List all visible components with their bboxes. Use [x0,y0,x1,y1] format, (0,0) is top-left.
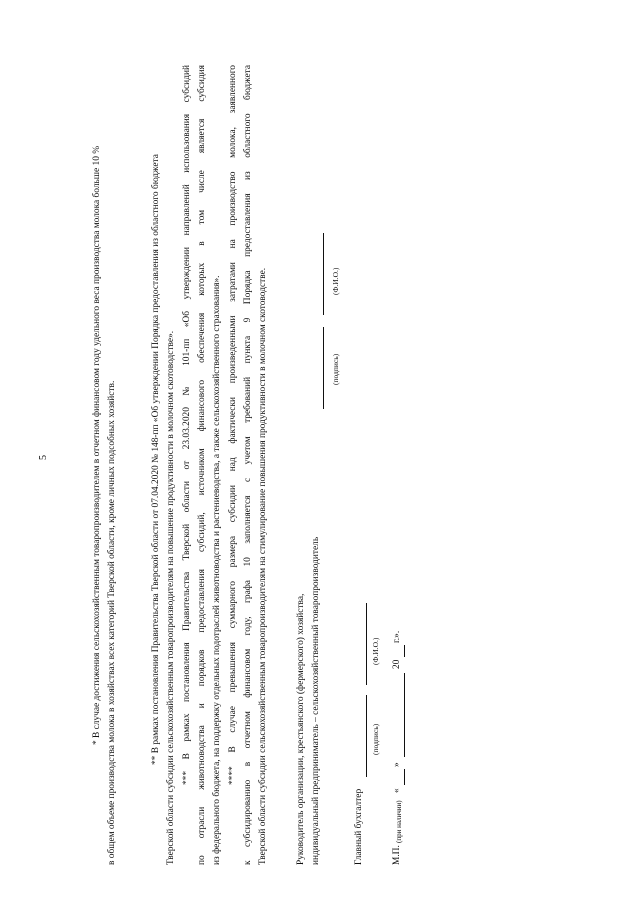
head-title-line-2: индивидуальный предприниматель – сельскохозяйственный товаропроизводитель [311,536,321,865]
footnote-1-line-2: в общем объеме производства молока в хозяйствах всех категорий Тверской области, кроме личных подсобных хозяйств. [107,380,117,865]
accountant-name-caption: (Ф.И.О.) [371,637,380,665]
head-name-line [323,233,324,315]
footnote-2 [149,65,179,865]
date-open-quote: « [392,788,402,793]
footnote-2-line-1: ** В рамках постановления Правительства Тверской области от 07.04.2020 № 148-пп «Об утверждении Порядка предоставления из областного бюджета [151,154,161,765]
date-close-quote: » [392,762,402,767]
footnote-4-line-3: Тверской области субсидии сельскохозяйственным товаропроизводителям на стимулирование повышения продуктивности в молочном скотоводстве. [258,267,268,865]
seal-note: (при наличии) [395,800,403,843]
footnote-3-line-2: по отрасли животноводства и порядков предоставления субсидий, источником финансового обеспечения которых в том числе является субсидия [197,65,207,865]
footnote-3 [180,65,225,865]
accountant-signature-caption: (подпись) [371,723,380,755]
chief-accountant-label: Главный бухгалтер [354,788,364,865]
footnote-2-line-2: Тверской области субсидии сельскохозяйственным товаропроизводителям на повышение продуктивности в молочном скотоводстве». [166,330,176,865]
page-number: 5 [38,455,49,460]
date-century: 20 [392,659,402,669]
head-signature-caption: (подпись) [331,353,340,385]
head-name-caption: (Ф.И.О.) [331,267,340,295]
head-title-line-1: Руководитель организации, крестьянского (фермерского) хозяйства, [296,593,306,865]
date-year-suffix: г.». [392,630,402,643]
footnote-1-line-1: * В случае достижения сельскохозяйственным товаропроизводителем в отчетном финансовом году удельного веса производства молока больше 10 % [92,145,102,745]
footnote-3-line-1: *** В рамках постановления Правительства Тверской области от 23.03.2020 № 101-пп «Об утверждении направлений использования субсидий [182,65,192,785]
footnote-4-line-2: к субсидированию в отчетном финансовом году, графа 10 заполняется с учетом требований пункта 9 Порядка предоставления из областного бюджета [243,65,253,865]
footnote-1 [90,65,120,865]
accountant-signature-line [366,695,367,777]
footnote-4-line-1: **** В случае превышения суммарного размера субсидии над фактически произведенными затратами на производство молока, заявленного [228,65,238,785]
date-month-line [404,673,405,757]
footnote-3-line-3: из федерального бюджета, на поддержку отдельных подотраслей животноводства и растениеводства, а также сельскохозяйственного страхования». [212,275,222,865]
seal-label: М.П. [392,845,402,865]
date-year-line [404,645,405,657]
head-signature-line [323,327,324,409]
accountant-name-line [366,603,367,685]
footnote-4 [226,65,271,865]
date-day-line [404,769,405,785]
